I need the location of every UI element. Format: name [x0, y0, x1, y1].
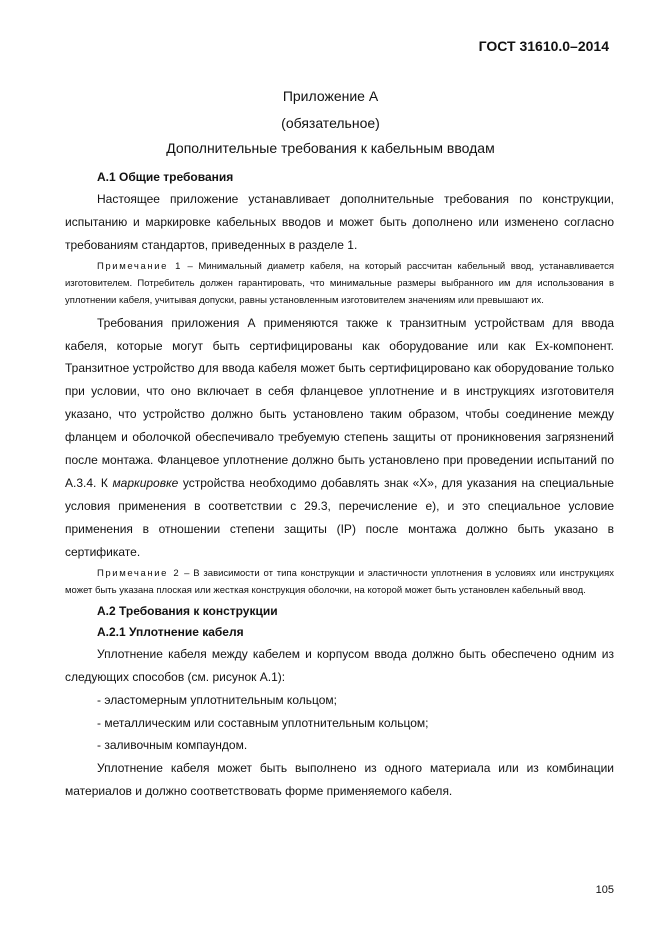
- note-2: [65, 565, 614, 600]
- paragraph-cable-seal: Уплотнение кабеля между кабелем и корпусом ввода должно быть обеспечено одним из следующих способов (см. рисунок А.1):: [65, 647, 614, 685]
- paragraph-transit: [65, 312, 614, 564]
- document-code: ГОСТ 31610.0–2014: [478, 38, 609, 54]
- page-number: 105: [595, 884, 614, 896]
- annex-status: (обязательное): [281, 115, 380, 131]
- note-2-label: Примечание 2: [97, 567, 181, 579]
- note-2-text: – В зависимости от типа конструкции и эластичности уплотнения в условиях или инструкциях может быть указана плоская или жесткая конструкция оболочки, на которой может быть установлен кабельный ввод.: [65, 567, 614, 596]
- paragraph-transit-emphasis: маркировке: [112, 475, 179, 490]
- section-heading-a2: А.2 Требования к конструкции: [97, 604, 278, 619]
- note-1: [65, 258, 614, 310]
- annex-subtitle: Дополнительные требования к кабельным вводам: [166, 140, 495, 156]
- list-item: - металлическим или составным уплотнительным кольцом;: [97, 715, 429, 730]
- note-1-label: Примечание 1: [97, 260, 183, 272]
- annex-title: Приложение А: [282, 88, 379, 104]
- paragraph-transit-part-2: устройства необходимо добавлять знак «Х», для указания на специальные условия применения в соответствии с 29.3, перечисление е), и это специальное условие применения в отношении степени защиты (IP) после монтажа должно быть указано в сертификате.: [65, 475, 614, 559]
- paragraph-general: Настоящее приложение устанавливает дополнительные требования по конструкции, испытанию и маркировке кабельных вводов и может быть дополнено или изменено согласно требованиям стандартов, приведенных в разделе 1.: [65, 192, 614, 252]
- list-item: - заливочным компаундом.: [97, 738, 248, 753]
- document-body: [65, 167, 614, 803]
- paragraph-transit-part-1: Требования приложения А применяются также к транзитным устройствам для ввода кабеля, которые могут быть сертифицированы как оборудование или как Ex-компонент. Транзитное устройство для ввода кабеля может быть сертифицировано как оборудование только при условии, что оно включает в себя фланцевое уплотнение и в инструкциях изготовителя указано, что устройство должно быть установлено таким образом, чтобы соединение между фланцем и оболочкой обеспечивало требуемую степень защиты от проникновения загрязнений после монтажа. Фланцевое уплотнение должно быть установлено при проведении испытаний по А.3.4. К: [65, 315, 614, 490]
- section-heading-a21: А.2.1 Уплотнение кабеля: [97, 625, 244, 640]
- section-heading-a1: А.1 Общие требования: [97, 170, 234, 184]
- list-item: - эластомерным уплотнительным кольцом;: [97, 692, 337, 707]
- note-1-text: – Минимальный диаметр кабеля, на который рассчитан кабельный ввод, устанавливается изготовителем. Потребитель должен гарантировать, что минимальные размеры выбранного им для использования в уплотнении кабеля, учитывая допуски, равны установленным изготовителем значениям или превышают их.: [65, 260, 614, 307]
- paragraph-final: Уплотнение кабеля может быть выполнено из одного материала или из комбинации материалов и должно соответствовать форме применяемого кабеля.: [65, 760, 614, 798]
